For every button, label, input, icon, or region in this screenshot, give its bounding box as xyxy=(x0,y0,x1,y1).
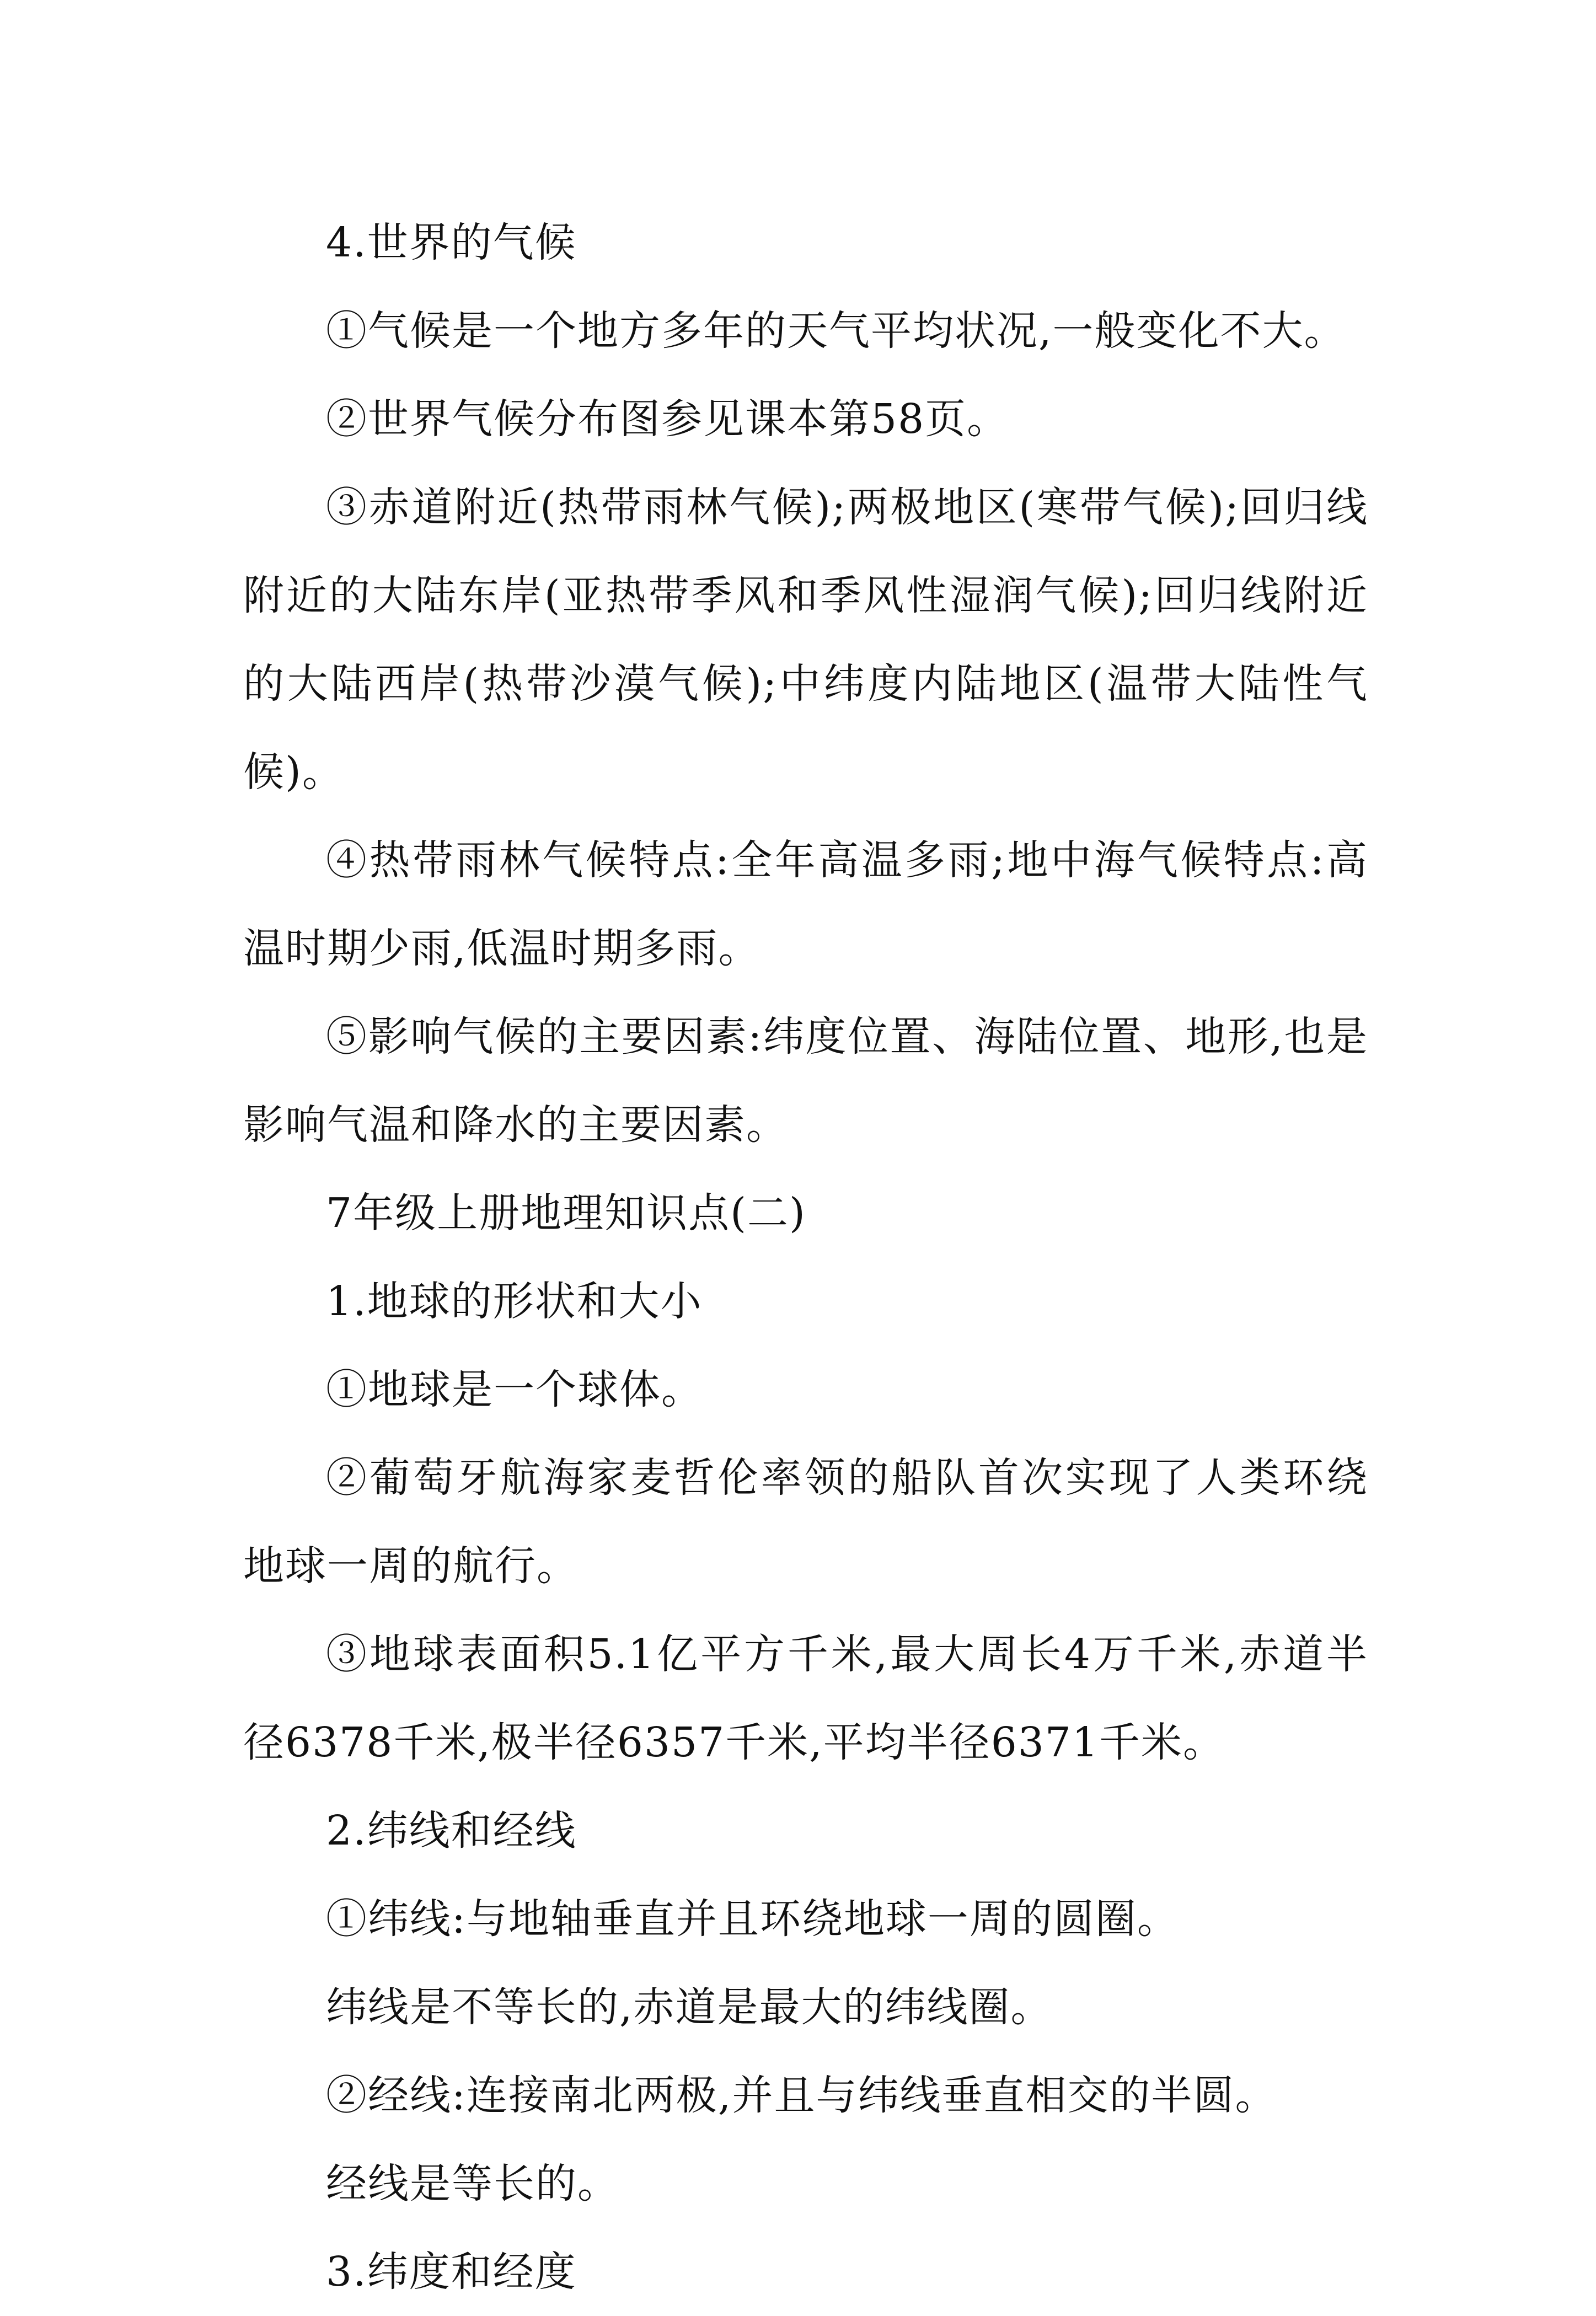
climate-point-4: ④热带雨林气候特点:全年高温多雨;地中海气候特点:高温时期少雨,低温时期多雨。 xyxy=(243,837,1368,972)
section-title-knowledge-points-2: 7年级上册地理知识点(二) xyxy=(326,1189,806,1237)
section-heading-world-climate: 4.世界的气候 xyxy=(326,219,577,266)
climate-point-2: ②世界气候分布图参见课本第58页。 xyxy=(326,395,1009,443)
climate-point-3: ③赤道附近(热带雨林气候);两极地区(寒带气候);回归线附近的大陆东岸(亚热带季风和季风性湿润气候);回归线附近的大陆西岸(热带沙漠气候);中纬度内陆地区(温带大陆性气候)。 xyxy=(243,484,1368,796)
section-heading-latitude-longitude-lines: 2.纬线和经线 xyxy=(326,1807,577,1854)
lines-point-2: ②经线:连接南北两极,并且与纬线垂直相交的半圆。 xyxy=(326,2072,1277,2119)
earth-point-3: ③地球表面积5.1亿平方千米,最大周长4万千米,赤道半径6378千米,极半径6357千米,平均半径6371千米。 xyxy=(243,1631,1368,1766)
climate-point-5: ⑤影响气候的主要因素:纬度位置、海陆位置、地形,也是影响气温和降水的主要因素。 xyxy=(243,1013,1368,1149)
earth-point-2: ②葡萄牙航海家麦哲伦率领的船队首次实现了人类环绕地球一周的航行。 xyxy=(243,1454,1368,1590)
lines-point-2-note: 经线是等长的。 xyxy=(326,2160,619,2207)
section-heading-latitude-longitude-degrees: 3.纬度和经度 xyxy=(326,2248,577,2296)
climate-point-1: ①气候是一个地方多年的天气平均状况,一般变化不大。 xyxy=(326,307,1346,355)
lines-point-1: ①纬线:与地轴垂直并且环绕地球一周的圆圈。 xyxy=(326,1895,1179,1943)
earth-point-1: ①地球是一个球体。 xyxy=(326,1366,703,1413)
section-heading-earth-shape-size: 1.地球的形状和大小 xyxy=(326,1278,703,1325)
lines-point-1-note: 纬线是不等长的,赤道是最大的纬线圈。 xyxy=(326,1983,1053,2031)
document-body xyxy=(243,199,1368,2316)
